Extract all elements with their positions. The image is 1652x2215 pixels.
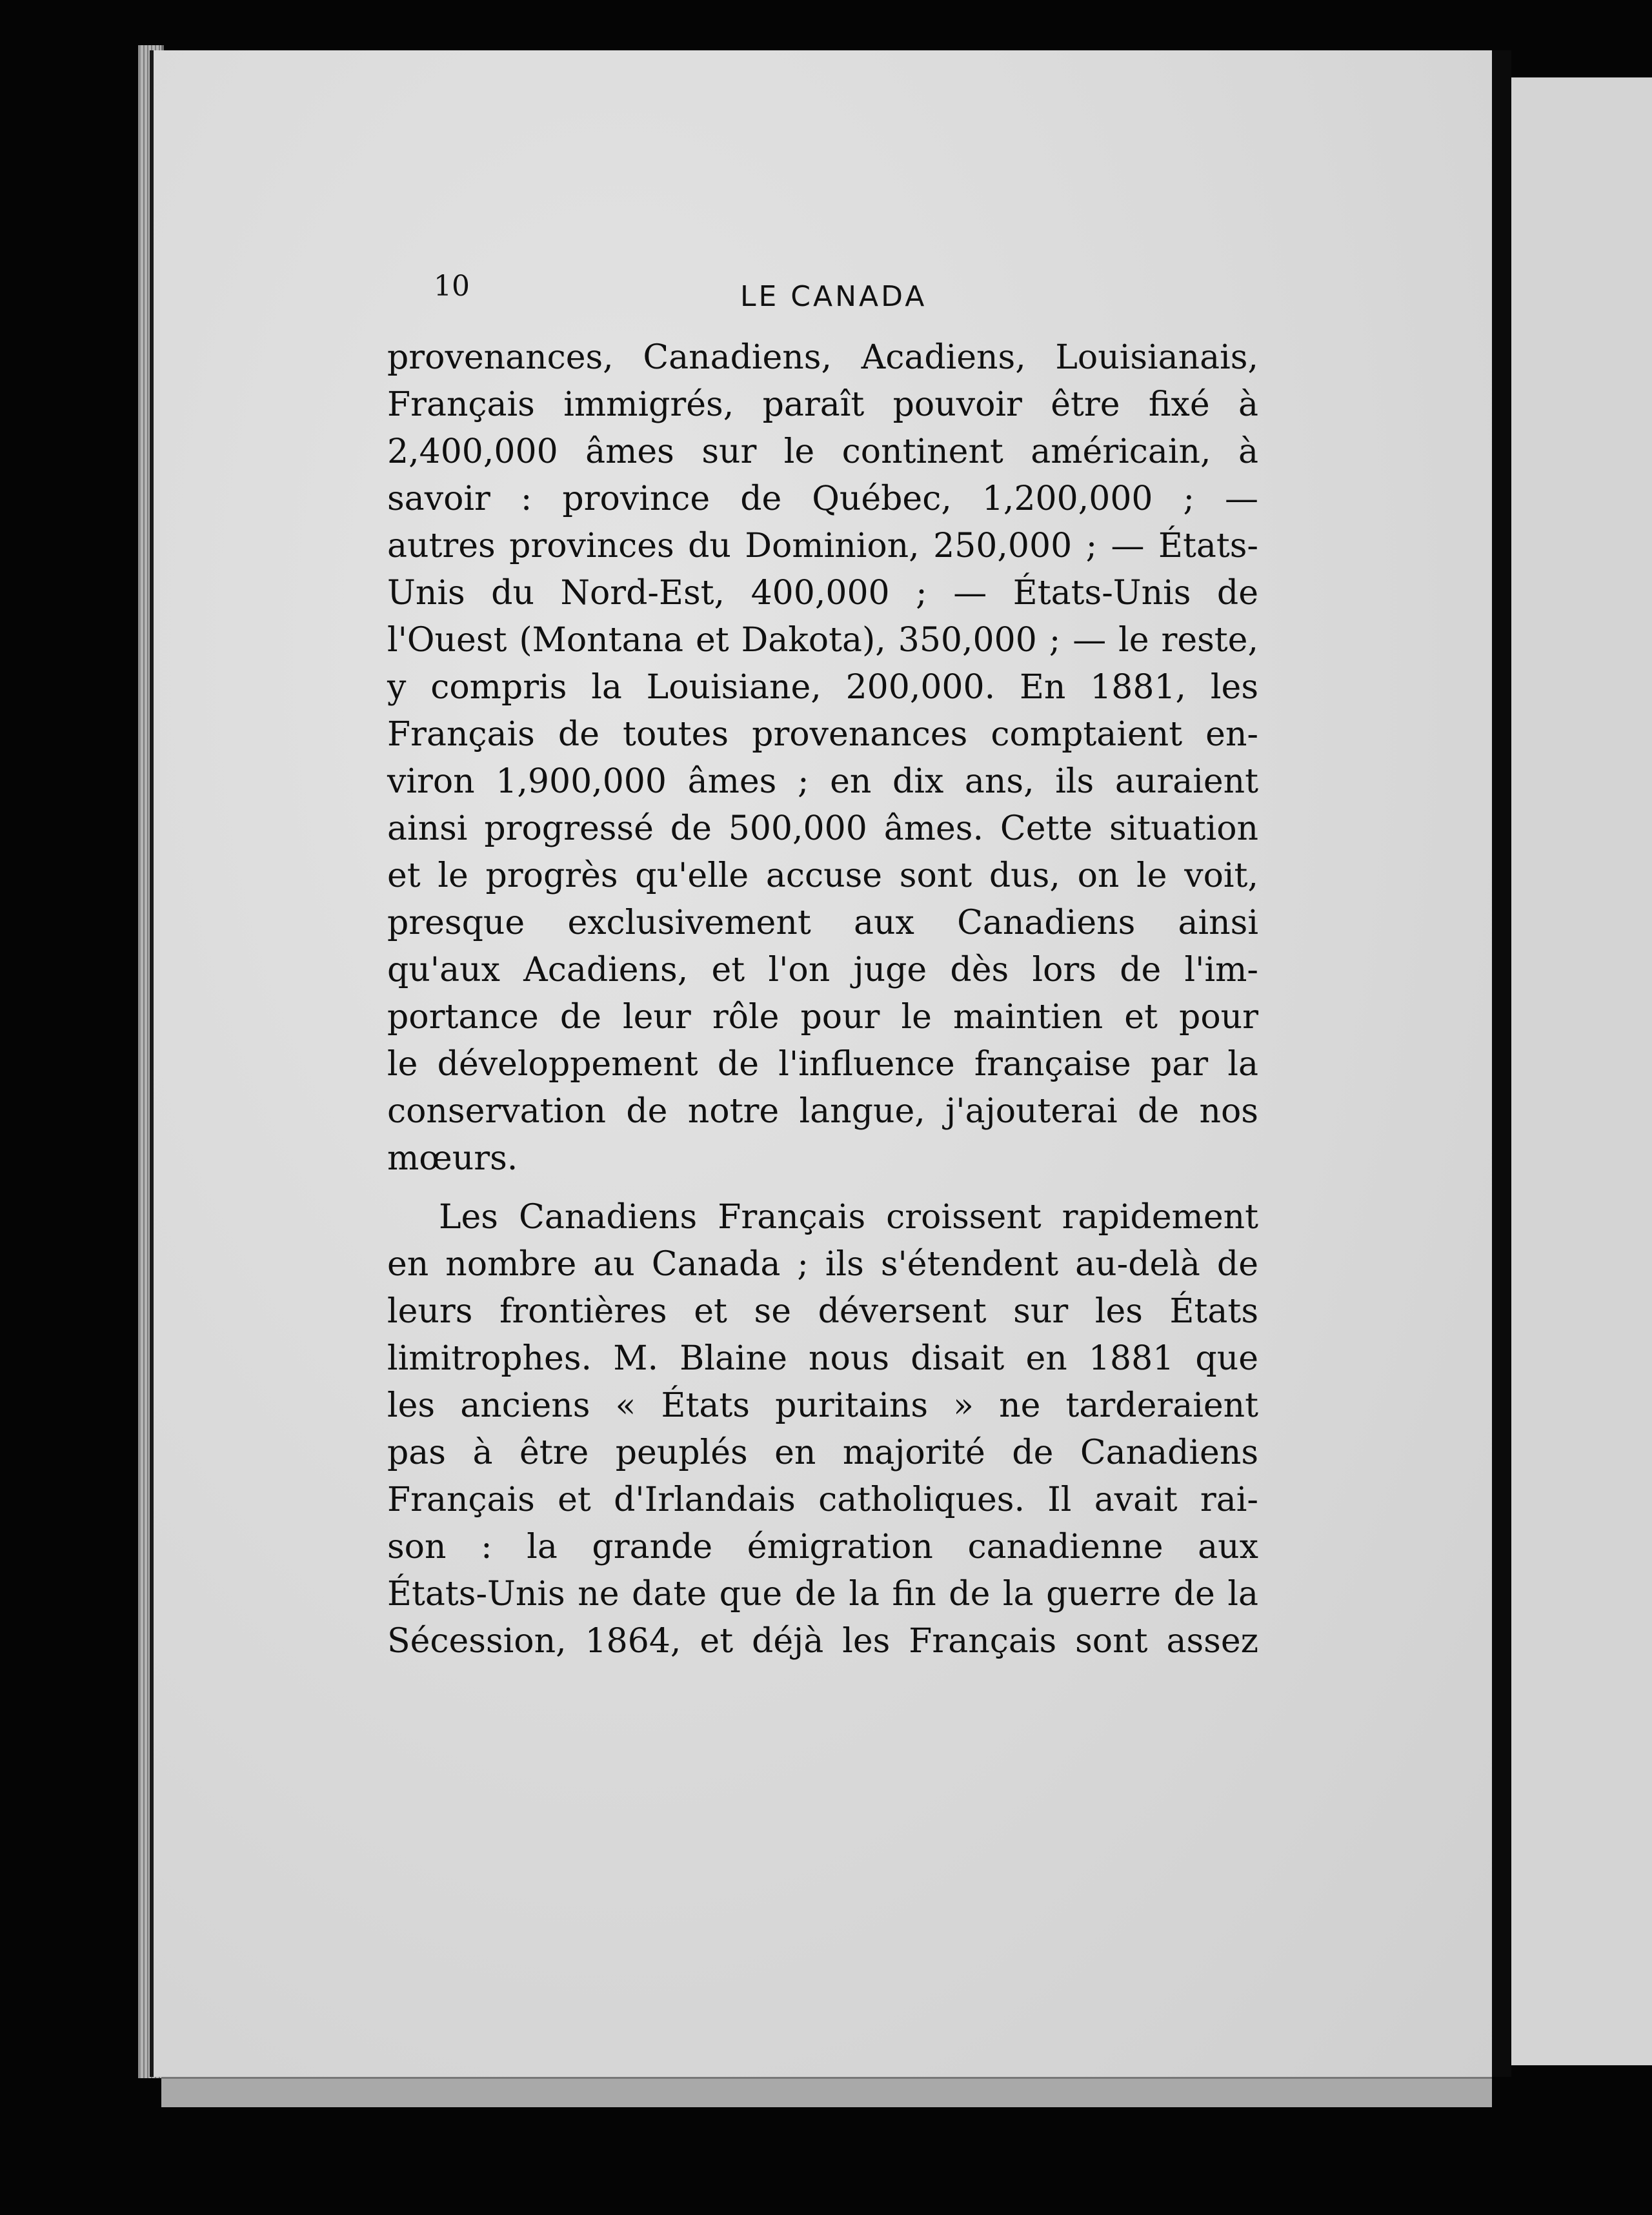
text-line: Français immigrés, paraît pouvoir être fixé à [387,385,1258,424]
text-line: y compris la Louisiane, 200,000. En 1881, les [387,668,1258,707]
text-line: Sécession, 1864, et déjà les Français sont assez [387,1622,1258,1661]
text-line: pas à être peuplés en majorité de Canadiens [387,1433,1258,1472]
paragraph [387,1194,1258,1665]
text-line: presque exclusivement aux Canadiens ainsi [387,904,1258,942]
paragraph-gap [387,1182,1258,1194]
page-bottom-edge [161,2077,1492,2107]
text-line: ainsi progressé de 500,000 âmes. Cette situation [387,809,1258,848]
body-text [387,334,1258,1665]
text-line: et le progrès qu'elle accuse sont dus, on le voit, [387,856,1258,895]
text-line: le développement de l'influence française par la [387,1045,1258,1084]
text-line: États-Unis ne date que de la fin de la guerre de la [387,1575,1258,1613]
text-line: provenances, Canadiens, Acadiens, Louisianais, [387,338,1258,377]
text-line: conservation de notre langue, j'ajouterai de nos [387,1092,1258,1131]
page-number: 10 [434,270,470,303]
running-title: LE CANADA [740,280,927,313]
paragraph [387,334,1258,1182]
text-line: leurs frontières et se déversent sur les États [387,1292,1258,1331]
text-line: les anciens « États puritains » ne tarderaient [387,1386,1258,1425]
facing-page [1511,77,1652,2065]
book-gutter [1492,50,1511,2077]
text-line: limitrophes. M. Blaine nous disait en 1881 que [387,1339,1258,1378]
text-line: portance de leur rôle pour le maintien et pour [387,998,1258,1037]
text-line: Français et d'Irlandais catholiques. Il avait rai- [387,1481,1258,1519]
text-line: savoir : province de Québec, 1,200,000 ; — [387,480,1258,518]
text-line: autres provinces du Dominion, 250,000 ; — États- [387,527,1258,565]
text-line: en nombre au Canada ; ils s'étendent au-delà de [387,1245,1258,1284]
text-line: Français de toutes provenances comptaient en- [387,715,1258,754]
text-line: Les Canadiens Français croissent rapidement [439,1198,1258,1237]
text-line: mœurs. [387,1139,518,1178]
text-line: son : la grande émigration canadienne aux [387,1528,1258,1566]
text-line: l'Ouest (Montana et Dakota), 350,000 ; — le reste, [387,621,1258,660]
text-line: 2,400,000 âmes sur le continent américain, à [387,432,1258,471]
text-line: viron 1,900,000 âmes ; en dix ans, ils auraient [387,762,1258,801]
text-line: qu'aux Acadiens, et l'on juge dès lors de l'im- [387,951,1258,989]
page-header [434,270,1240,321]
text-line: Unis du Nord-Est, 400,000 ; — États-Unis de [387,574,1258,612]
